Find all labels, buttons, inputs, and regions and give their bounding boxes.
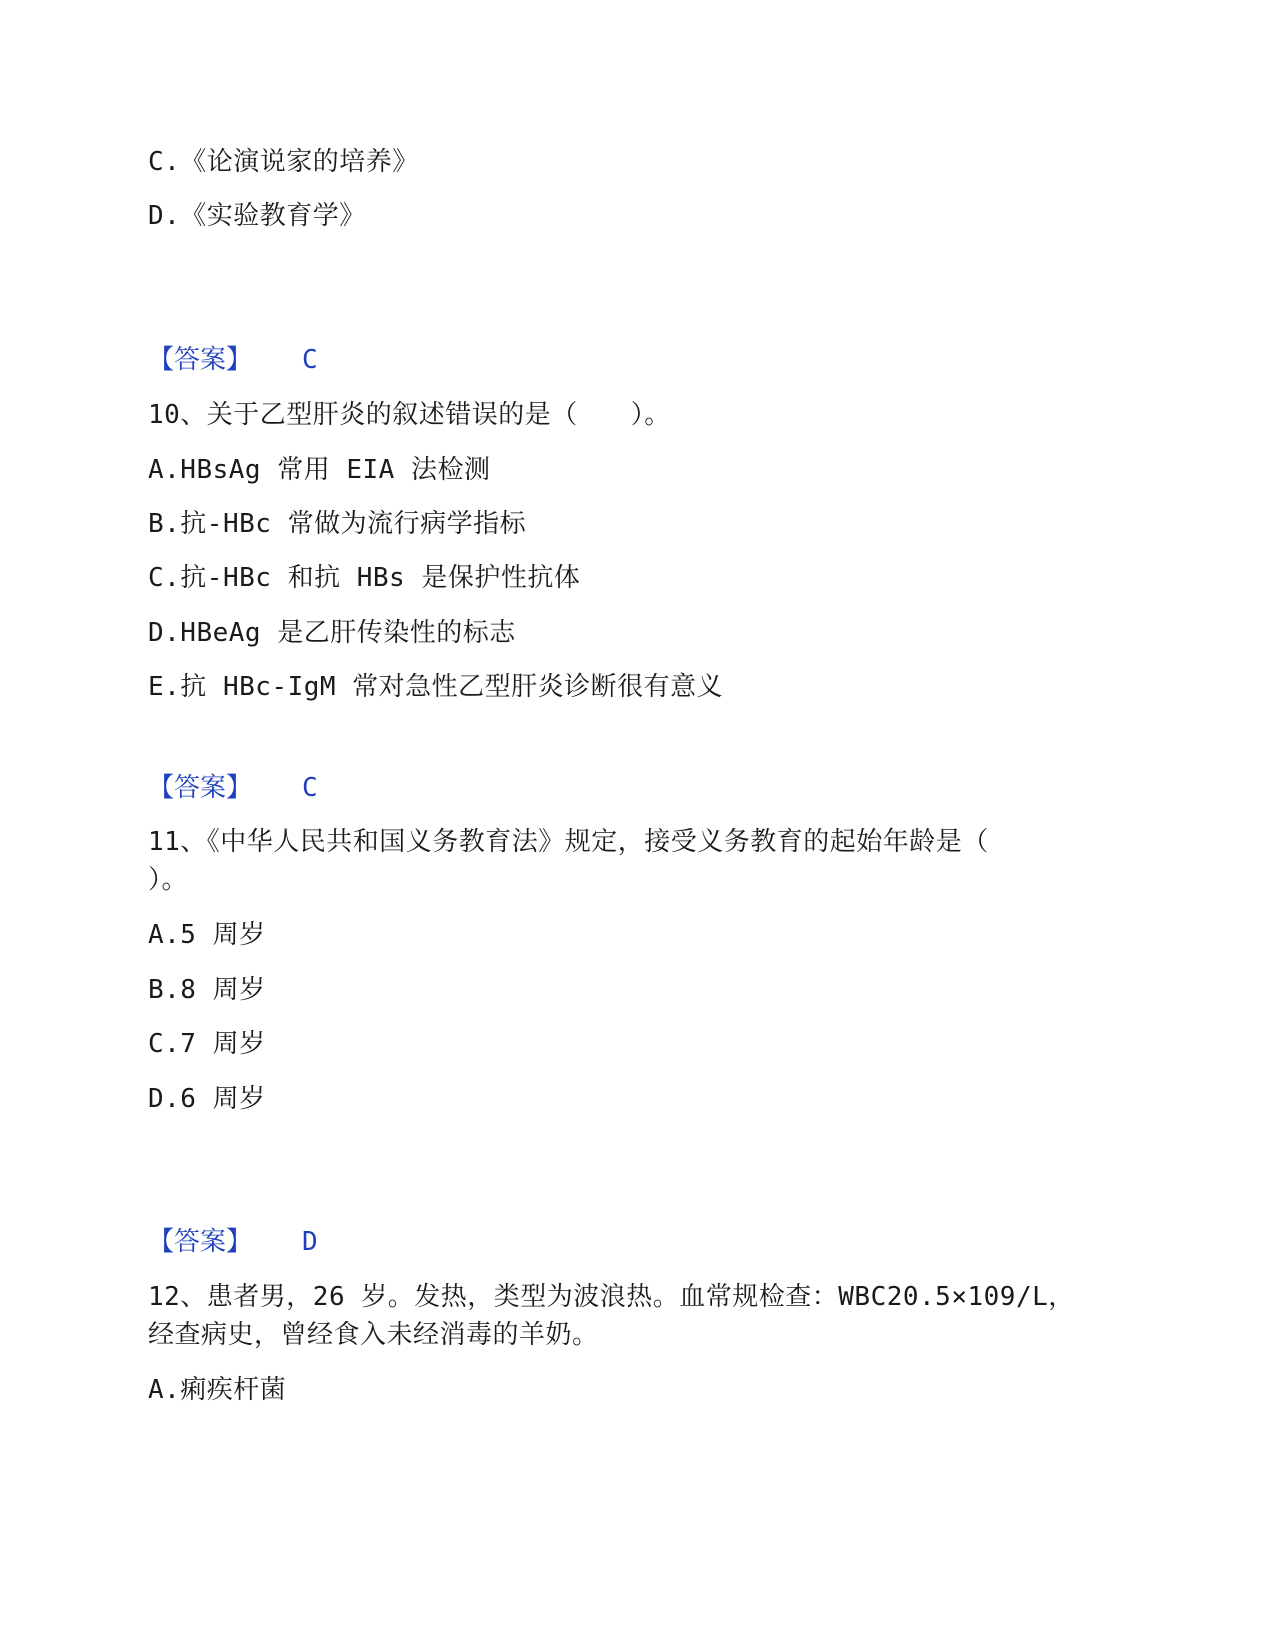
q10-answer bbox=[148, 768, 318, 808]
answer-value: D bbox=[302, 1227, 318, 1257]
answer-value: C bbox=[302, 345, 318, 375]
q12-option-a: A.痢疾杆菌 bbox=[148, 1375, 287, 1405]
q11-option-d: D.6 周岁 bbox=[148, 1084, 266, 1114]
q10-stem: 10、关于乙型肝炎的叙述错误的是（ ）。 bbox=[148, 400, 671, 430]
q12-stem-line2: 经查病史，曾经食入未经消毒的羊奶。 bbox=[148, 1320, 599, 1350]
answer-label: 【答案】 bbox=[148, 1227, 253, 1257]
q11-stem-line2: ）。 bbox=[148, 865, 189, 895]
q11-option-b: B.8 周岁 bbox=[148, 975, 266, 1005]
q11-answer bbox=[148, 1222, 318, 1262]
q9-answer bbox=[148, 340, 318, 380]
q10-option-b: B.抗-HBc 常做为流行病学指标 bbox=[148, 509, 527, 539]
q9-option-d: D.《实验教育学》 bbox=[148, 201, 366, 231]
q11-option-c: C.7 周岁 bbox=[148, 1029, 266, 1059]
q11-option-a: A.5 周岁 bbox=[148, 920, 266, 950]
q10-option-c: C.抗-HBc 和抗 HBs 是保护性抗体 bbox=[148, 563, 581, 593]
answer-value: C bbox=[302, 773, 318, 803]
answer-label: 【答案】 bbox=[148, 345, 253, 375]
q11-stem-line1: 11、《中华人民共和国义务教育法》规定，接受义务教育的起始年龄是（ bbox=[148, 827, 989, 857]
q12-stem-line1: 12、患者男，26 岁。发热，类型为波浪热。血常规检查：WBC20.5×109/L， bbox=[148, 1282, 1075, 1312]
q9-option-c: C.《论演说家的培养》 bbox=[148, 147, 419, 177]
q10-option-d: D.HBeAg 是乙肝传染性的标志 bbox=[148, 618, 516, 648]
q10-option-e: E.抗 HBc-IgM 常对急性乙型肝炎诊断很有意义 bbox=[148, 672, 724, 702]
q10-option-a: A.HBsAg 常用 EIA 法检测 bbox=[148, 455, 491, 485]
answer-label: 【答案】 bbox=[148, 773, 253, 803]
